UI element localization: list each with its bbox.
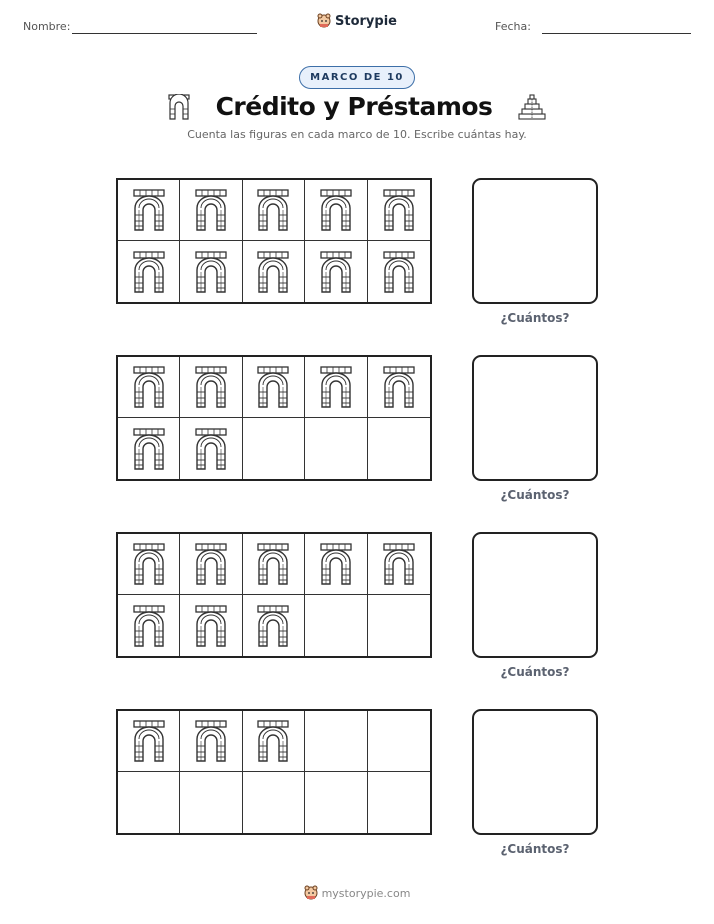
stone-arch-icon xyxy=(256,542,290,586)
stone-arch-icon xyxy=(256,719,290,763)
frame-cell xyxy=(368,534,430,595)
frame-cell xyxy=(243,180,305,241)
frame-cell xyxy=(305,711,367,772)
frame-cell xyxy=(118,241,180,302)
frame-cell xyxy=(180,772,242,833)
footer-url: mystorypie.com xyxy=(321,886,411,900)
frame-cell xyxy=(118,595,180,656)
stone-arch-icon xyxy=(319,188,353,232)
answer-box-4[interactable] xyxy=(472,709,598,835)
frame-cell xyxy=(305,534,367,595)
frame-cell xyxy=(305,595,367,656)
stone-arch-icon xyxy=(194,719,228,763)
frame-cell xyxy=(180,534,242,595)
frame-cell xyxy=(368,357,430,418)
frame-cell xyxy=(180,241,242,302)
frame-cell xyxy=(243,711,305,772)
frame-cell xyxy=(368,418,430,479)
stone-arch-icon xyxy=(194,250,228,294)
frame-cell xyxy=(368,711,430,772)
frame-cell xyxy=(368,241,430,302)
storypie-mascot-icon xyxy=(317,13,331,29)
stone-arch-icon xyxy=(256,188,290,232)
ten-frame-2 xyxy=(116,355,432,481)
frame-cell xyxy=(180,180,242,241)
frame-cell xyxy=(180,357,242,418)
title-row xyxy=(0,92,714,121)
brand-name: Storypie xyxy=(335,13,397,29)
brand-logo xyxy=(0,13,714,29)
stone-arch-icon xyxy=(132,250,166,294)
footer xyxy=(0,885,714,901)
stone-arch-icon xyxy=(194,365,228,409)
instructions: Cuenta las figuras en cada marco de 10. Escribe cuántas hay. xyxy=(187,128,527,141)
stone-arch-icon xyxy=(194,542,228,586)
stone-arch-icon xyxy=(168,94,190,120)
stone-arch-icon xyxy=(319,250,353,294)
frame-cell xyxy=(368,180,430,241)
stone-arch-icon xyxy=(132,719,166,763)
page-title: Crédito y Préstamos xyxy=(215,92,493,121)
frame-cell xyxy=(305,772,367,833)
frame-cell xyxy=(180,711,242,772)
stone-arch-icon xyxy=(194,427,228,471)
frame-cell xyxy=(368,772,430,833)
frame-cell xyxy=(305,180,367,241)
frame-cell xyxy=(243,357,305,418)
stone-arch-icon xyxy=(382,365,416,409)
frame-cell xyxy=(243,241,305,302)
frame-cell xyxy=(180,418,242,479)
stepped-pyramid-icon xyxy=(518,94,546,120)
ten-frame-4 xyxy=(116,709,432,835)
stone-arch-icon xyxy=(382,188,416,232)
answer-label-2: ¿Cuántos? xyxy=(500,488,570,502)
stone-arch-icon xyxy=(256,365,290,409)
date-label: Fecha: xyxy=(495,20,531,33)
stone-arch-icon xyxy=(132,427,166,471)
answer-label-4: ¿Cuántos? xyxy=(500,842,570,856)
answer-label-3: ¿Cuántos? xyxy=(500,665,570,679)
answer-label-1: ¿Cuántos? xyxy=(500,311,570,325)
storypie-mascot-icon xyxy=(304,885,318,901)
frame-cell xyxy=(118,534,180,595)
stone-arch-icon xyxy=(319,365,353,409)
frame-cell xyxy=(305,241,367,302)
frame-cell xyxy=(118,418,180,479)
frame-cell xyxy=(305,357,367,418)
frame-cell xyxy=(118,357,180,418)
stone-arch-icon xyxy=(132,542,166,586)
frame-cell xyxy=(243,418,305,479)
stone-arch-icon xyxy=(132,365,166,409)
stone-arch-icon xyxy=(132,188,166,232)
name-label: Nombre: xyxy=(23,20,71,33)
stone-arch-icon xyxy=(194,604,228,648)
answer-box-3[interactable] xyxy=(472,532,598,658)
stone-arch-icon xyxy=(319,542,353,586)
stone-arch-icon xyxy=(256,604,290,648)
ten-frame-3 xyxy=(116,532,432,658)
answer-box-1[interactable] xyxy=(472,178,598,304)
frame-cell xyxy=(118,711,180,772)
name-line[interactable] xyxy=(72,33,257,34)
frame-cell xyxy=(243,595,305,656)
frame-cell xyxy=(118,180,180,241)
ten-frame-1 xyxy=(116,178,432,304)
answer-box-2[interactable] xyxy=(472,355,598,481)
stone-arch-icon xyxy=(194,188,228,232)
topic-badge: MARCO DE 10 xyxy=(299,66,415,89)
frame-cell xyxy=(368,595,430,656)
frame-cell xyxy=(305,418,367,479)
frame-cell xyxy=(243,772,305,833)
date-line[interactable] xyxy=(542,33,691,34)
frame-cell xyxy=(118,772,180,833)
stone-arch-icon xyxy=(382,542,416,586)
stone-arch-icon xyxy=(382,250,416,294)
frame-cell xyxy=(243,534,305,595)
stone-arch-icon xyxy=(132,604,166,648)
frame-cell xyxy=(180,595,242,656)
stone-arch-icon xyxy=(256,250,290,294)
